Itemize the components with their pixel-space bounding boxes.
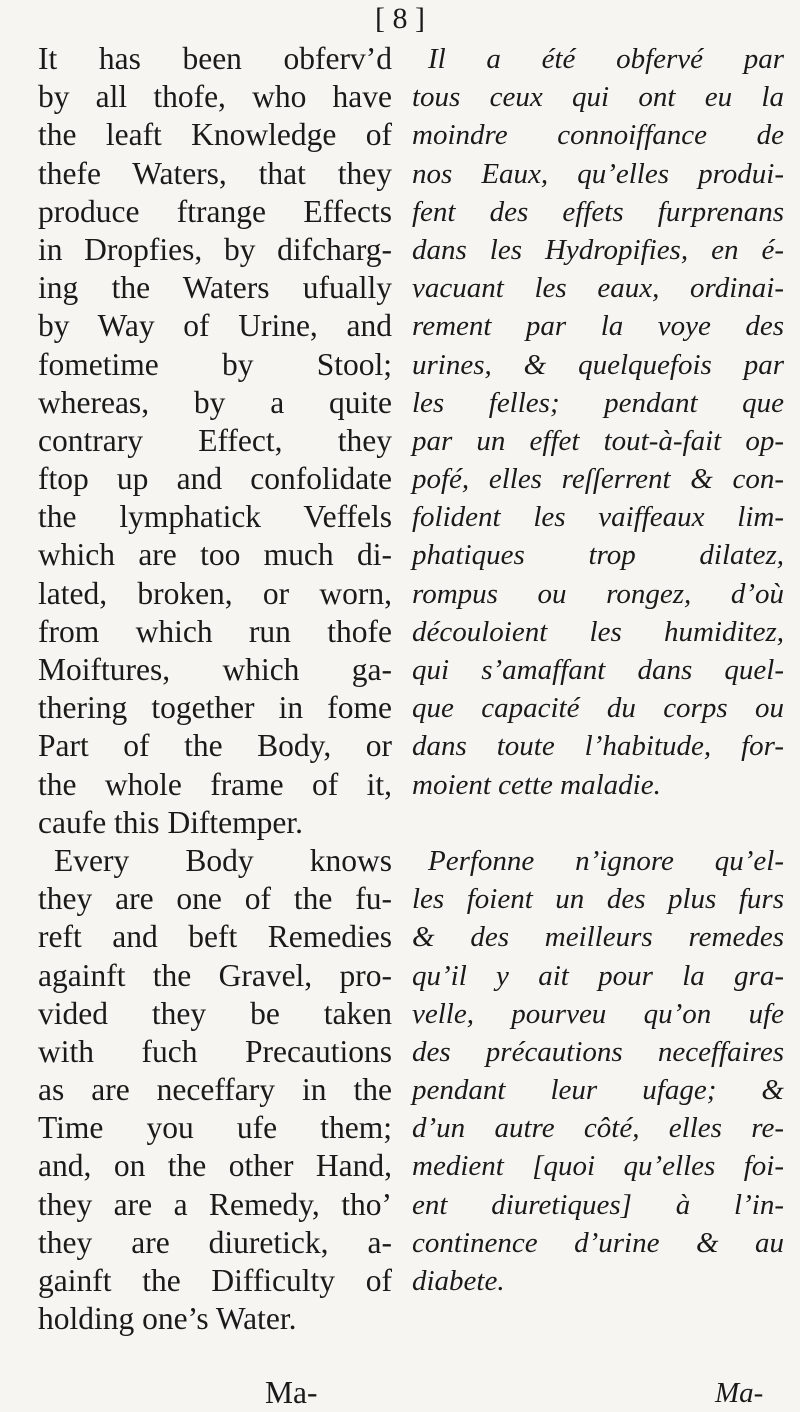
english-line: as are neceffary in the bbox=[38, 1072, 392, 1108]
english-line: whereas, by a quite bbox=[38, 384, 392, 420]
english-line: fometime by Stool; bbox=[38, 346, 392, 382]
french-line: fent des effets furprenans bbox=[412, 195, 784, 228]
french-line: medient [quoi qu’elles foi- bbox=[412, 1150, 784, 1183]
french-line: pofé, elles reſſerrent & con- bbox=[412, 463, 784, 496]
english-line: in Dropfies, by difcharg- bbox=[38, 231, 392, 267]
french-line: nos Eaux, qu’elles produi- bbox=[412, 157, 784, 190]
french-line: dans les Hydropifies, en é- bbox=[412, 233, 784, 266]
english-line: and, on the other Hand, bbox=[38, 1148, 392, 1184]
english-line: Part of the Body, or bbox=[38, 728, 392, 764]
french-line: continence d’urine & au bbox=[412, 1226, 784, 1259]
french-line: par un effet tout-à-fait op- bbox=[412, 424, 784, 457]
french-column bbox=[412, 40, 784, 1300]
english-line: thefe Waters, that they bbox=[38, 155, 392, 191]
french-line: dans toute l’habitude, for- bbox=[412, 730, 784, 763]
english-line: the lymphatick Veffels bbox=[38, 499, 392, 535]
french-line: & des meilleurs remedes bbox=[412, 921, 784, 954]
english-line: Every Body knows bbox=[54, 842, 392, 878]
english-line: vided they be taken bbox=[38, 995, 392, 1031]
english-line: which are too much di- bbox=[38, 537, 392, 573]
french-line: que capacité du corps ou bbox=[412, 692, 784, 725]
english-line: reft and beft Remedies bbox=[38, 919, 392, 955]
english-line: againft the Gravel, pro- bbox=[38, 957, 392, 993]
english-line: the leaft Knowledge of bbox=[38, 117, 392, 153]
page-number: [ 8 ] bbox=[375, 2, 425, 35]
french-line: rement par la voye des bbox=[412, 310, 784, 343]
english-line: they are diuretick, a- bbox=[38, 1224, 392, 1260]
english-line: lated, broken, or worn, bbox=[38, 575, 392, 611]
english-line: ftop up and confolidate bbox=[38, 461, 392, 497]
french-line: ent diuretiques] à l’in- bbox=[412, 1188, 784, 1221]
french-line: tous ceux qui ont eu la bbox=[412, 81, 784, 114]
french-line: phatiques trop dilatez, bbox=[412, 539, 784, 572]
french-line: Perfonne n’ignore qu’el- bbox=[428, 844, 784, 877]
english-line: caufe this Diftemper. bbox=[38, 804, 304, 840]
french-line: rompus ou rongez, d’où bbox=[412, 577, 784, 610]
english-line: they are a Remedy, tho’ bbox=[38, 1186, 392, 1222]
english-line: gainft the Difficulty of bbox=[38, 1263, 392, 1298]
english-line: with fuch Precautions bbox=[38, 1033, 392, 1069]
french-line: pendant leur ufage; & bbox=[412, 1074, 784, 1107]
french-line: qui s’amaffant dans quel- bbox=[412, 654, 784, 686]
english-line: by all thofe, who have bbox=[38, 79, 392, 115]
french-line: les felles; pendant que bbox=[412, 386, 784, 419]
english-line: holding one’s Water. bbox=[38, 1301, 297, 1337]
french-line: les foient un des plus furs bbox=[412, 883, 784, 916]
english-line: produce ftrange Effects bbox=[38, 193, 392, 229]
french-catchword: Ma- bbox=[715, 1377, 764, 1409]
french-line: Il a été obfervé par bbox=[428, 43, 784, 75]
english-line: the whole frame of it, bbox=[38, 766, 392, 802]
french-line: moient cette maladie. bbox=[412, 768, 661, 801]
french-line: découloient les humiditez, bbox=[412, 615, 784, 648]
english-line: contrary Effect, they bbox=[38, 422, 392, 458]
english-line: they are one of the fu- bbox=[38, 881, 392, 917]
french-line: urines, & quelquefois par bbox=[412, 348, 784, 381]
english-line: from which run thofe bbox=[38, 613, 392, 649]
french-line: qu’il y ait pour la gra- bbox=[412, 959, 784, 992]
french-line: moindre connoiffance de bbox=[412, 119, 784, 152]
english-line: It has been obferv’d bbox=[38, 41, 392, 76]
english-line: ing the Waters ufually bbox=[38, 270, 392, 306]
french-line: d’un autre côté, elles re- bbox=[412, 1112, 784, 1145]
english-catchword: Ma- bbox=[265, 1375, 318, 1410]
english-line: Time you ufe them; bbox=[38, 1110, 392, 1146]
french-line: velle, pourveu qu’on ufe bbox=[412, 997, 784, 1030]
french-line: diabete. bbox=[412, 1265, 505, 1297]
french-line: des précautions neceffaires bbox=[412, 1035, 784, 1068]
french-line: vacuant les eaux, ordinai- bbox=[412, 272, 784, 305]
english-line: Moiftures, which ga- bbox=[38, 652, 392, 687]
paragraph-gap bbox=[412, 804, 784, 842]
french-line: folident les vaiffeaux lim- bbox=[412, 501, 784, 534]
english-column bbox=[38, 40, 392, 1338]
english-line: by Way of Urine, and bbox=[38, 308, 392, 344]
english-line: thering together in fome bbox=[38, 690, 392, 726]
